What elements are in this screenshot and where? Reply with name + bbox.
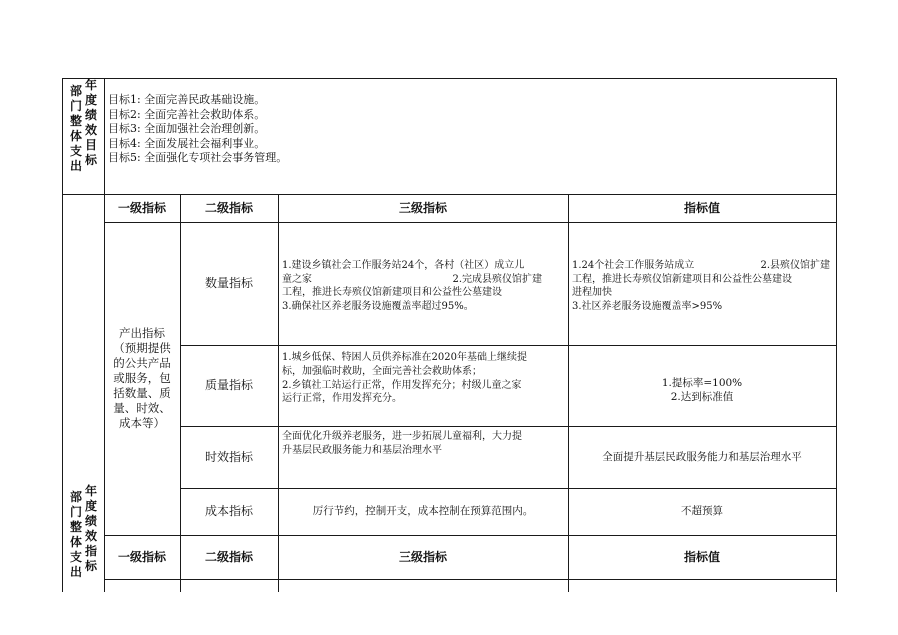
quantity-content [282, 259, 566, 313]
value-line: 2.达到标准值 [670, 390, 734, 403]
goals-list [108, 93, 828, 166]
rule [62, 78, 63, 592]
content-line: 标，加强临时救助，全面完善社会救助体系； [282, 365, 482, 377]
level1-output-cell [104, 222, 180, 535]
label-char: 效 [85, 529, 98, 543]
value-line: 工程，推进长寿殡仪馆新建项目和公益性公墓建设 [572, 273, 792, 285]
content-line: 1.城乡低保、特困人员供养标准在2020年基础上继续提 [282, 352, 527, 363]
value-line: 进程加快 [572, 287, 612, 298]
quality-content [282, 351, 566, 406]
header-level1: 一级指标 [117, 200, 166, 215]
quality-name: 质量指标 [204, 378, 253, 392]
goal-item: 目标5: 全面强化专项社会事务管理。 [108, 151, 288, 164]
rule [836, 78, 837, 592]
label-char: 年 [85, 78, 98, 92]
cost-value: 不超预算 [681, 505, 723, 517]
label-char: 目 [85, 138, 98, 152]
header-value: 指标值 [683, 200, 720, 215]
footer-level2: 二级指标 [204, 549, 253, 564]
value-line [572, 259, 834, 273]
level1-line: 或服务，包 [113, 371, 171, 385]
content-line: 运行正常，作用发挥充分。 [282, 393, 402, 405]
value-fragment: 1.24个社会工作服务站成立 [572, 260, 695, 271]
label-char: 整 [70, 520, 83, 534]
label-char: 部 [70, 490, 83, 504]
header-level2: 二级指标 [204, 200, 253, 215]
quality-value [568, 345, 836, 426]
label-char: 绩 [85, 108, 98, 122]
label-char: 度 [85, 93, 98, 107]
goal-item: 目标3: 全面加强社会治理创新。 [108, 122, 266, 135]
label-char: 出 [70, 159, 83, 173]
goal-item: 目标2: 全面完善社会救助体系。 [108, 107, 266, 121]
timeliness-name: 时效指标 [204, 449, 253, 464]
label-char: 体 [70, 535, 83, 549]
goal-item: 目标4: 全面发展社会福利事业。 [108, 136, 266, 150]
value-line: 1.提标率=100% [661, 376, 743, 389]
content-line: 1.建设乡镇社会工作服务站24个，各村（社区）成立儿 [282, 260, 525, 271]
content-line [282, 273, 566, 287]
cost-name: 成本指标 [204, 504, 253, 518]
footer-level3: 三级指标 [398, 549, 447, 564]
content-line: 3.确保社区养老服务设施覆盖率超过95%。 [282, 300, 474, 312]
cost-content: 厉行节约，控制开支，成本控制在预算范围内。 [312, 505, 534, 517]
value-line: 3.社区养老服务设施覆盖率>95% [572, 300, 723, 312]
level1-line: 量、时效、 [113, 401, 171, 415]
label-char: 支 [70, 550, 83, 564]
rule [62, 78, 837, 79]
value-fragment: 2.县殡仪馆扩建 [760, 260, 830, 271]
footer-value: 指标值 [683, 549, 720, 564]
label-char: 部 [70, 84, 83, 98]
top-side-label [70, 78, 98, 174]
label-char: 标 [85, 559, 98, 573]
label-char: 门 [70, 99, 83, 113]
label-char: 出 [70, 565, 83, 579]
header-level3: 三级指标 [398, 200, 447, 215]
level1-line: （预期提供 [113, 341, 171, 355]
content-line: 工程，推进长寿殡仪馆新建项目和公益性公墓建设 [282, 287, 502, 298]
label-char: 绩 [85, 514, 98, 528]
timeliness-content [282, 430, 566, 458]
label-char: 指 [85, 544, 98, 558]
level1-line: 产出指标 [119, 326, 165, 340]
content-fragment: 童之家 [282, 273, 312, 285]
label-char: 整 [70, 114, 83, 128]
timeliness-value: 全面提升基层民政服务能力和基层治理水平 [602, 450, 802, 463]
level1-line: 括数量、质 [113, 386, 171, 400]
content-line: 升基层民政服务能力和基层治理水平 [282, 445, 442, 456]
level1-line: 的公共产品 [113, 356, 171, 370]
goal-item: 目标1: 全面完善民政基础设施。 [108, 93, 266, 106]
level1-line: 成本等） [119, 416, 165, 430]
label-char: 支 [70, 144, 83, 158]
label-char: 年 [85, 484, 98, 498]
lower-side-label [70, 484, 97, 580]
content-fragment: 2.完成县殡仪馆扩建 [452, 273, 542, 285]
content-line: 2.乡镇社工站运行正常，作用发挥充分；村级儿童之家 [282, 379, 522, 391]
label-char: 效 [85, 123, 98, 137]
label-char: 门 [70, 505, 83, 519]
footer-level1: 一级指标 [117, 549, 166, 564]
quantity-name: 数量指标 [204, 276, 253, 290]
label-char: 体 [70, 129, 83, 143]
label-char: 度 [85, 499, 98, 513]
label-char: 标 [85, 153, 98, 167]
quantity-value [572, 259, 834, 313]
rule [104, 579, 837, 580]
content-line: 全面优化升级养老服务，进一步拓展儿童福利，大力提 [282, 431, 522, 442]
